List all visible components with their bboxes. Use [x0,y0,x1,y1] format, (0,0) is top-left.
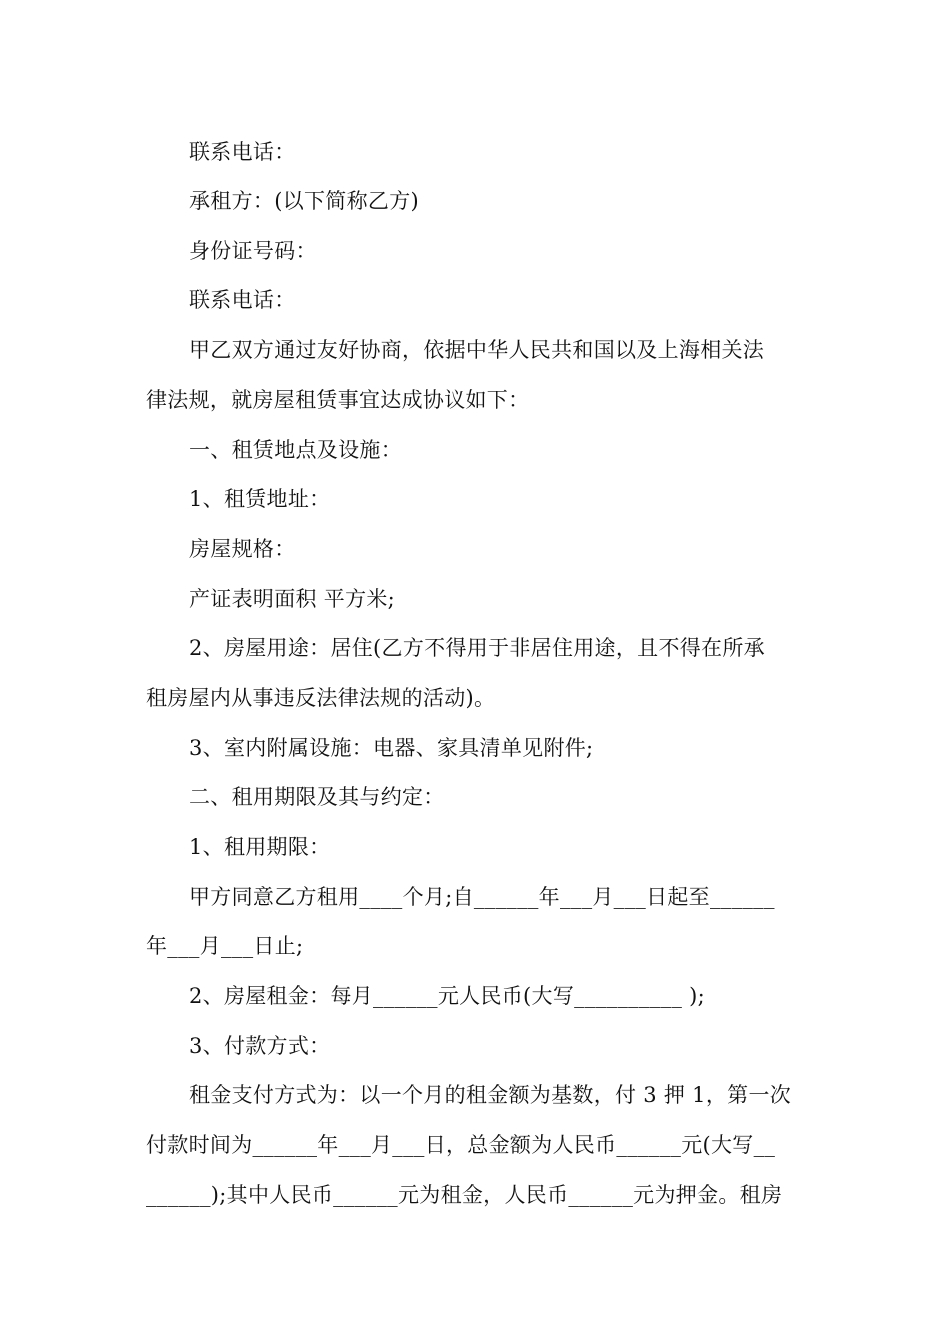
rental-address-line: 1、租赁地址： [189,487,331,511]
payment-method-heading: 3、付款方式： [189,1034,331,1058]
rental-term-line: 1、租用期限： [189,835,331,859]
agreement-intro-line-1: 甲乙双方通过友好协商，依据中华人民共和国以及上海相关法 [189,338,765,362]
payment-terms-line-2: 付款时间为______年___月___日，总金额为人民币______元(大写__ [146,1133,776,1157]
section-two-heading: 二、租用期限及其与约定： [189,785,445,809]
house-usage-line-1: 2、房屋用途：居住(乙方不得用于非居住用途，且不得在所承 [189,636,765,660]
house-spec-line: 房屋规格： [189,537,296,561]
payment-terms-line-1: 租金支付方式为：以一个月的租金额为基数，付 3 押 1，第一次 [189,1083,792,1107]
area-line: 产证表明面积 平方米; [189,587,396,611]
contact-phone-line-2: 联系电话： [189,288,296,312]
facilities-line: 3、室内附属设施：电器、家具清单见附件; [189,736,594,760]
rent-amount-line: 2、房屋租金：每月______元人民币(大写__________ ); [189,984,705,1008]
house-usage-line-2: 租房屋内从事违反法律法规的活动)。 [146,686,496,710]
rental-period-line-1: 甲方同意乙方租用____个月;自______年___月___日起至______ [189,885,775,909]
lessee-line: 承租方：(以下简称乙方) [189,189,419,213]
section-one-heading: 一、租赁地点及设施： [189,438,402,462]
contact-phone-line: 联系电话： [189,140,296,164]
agreement-intro-line-2: 律法规，就房屋租赁事宜达成协议如下： [146,388,530,412]
payment-terms-line-3: ______);其中人民币______元为租金，人民币______元为押金。租房 [146,1183,783,1207]
id-number-line: 身份证号码： [189,239,317,263]
rental-period-line-2: 年___月___日止; [146,934,304,958]
